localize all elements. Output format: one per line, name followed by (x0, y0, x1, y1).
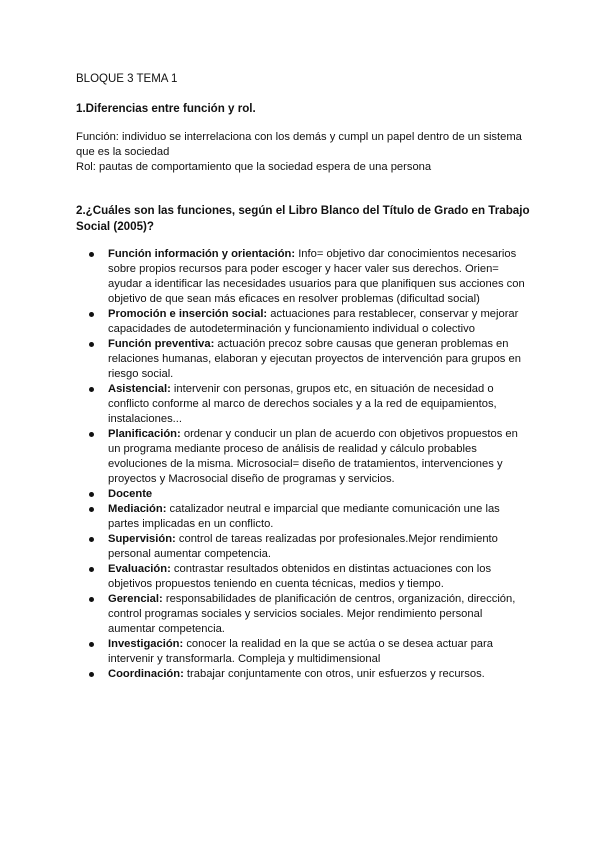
item-term: Coordinación: (108, 668, 184, 680)
functions-list (88, 247, 528, 682)
item-term: Supervisión: (108, 533, 176, 545)
item-text: control de tareas realizadas por profesionales.Mejor rendimiento personal aumentar competencia. (108, 533, 498, 560)
list-item (88, 247, 528, 307)
section-1-heading: 1.Diferencias entre función y rol. (76, 102, 256, 115)
list-item (88, 382, 528, 427)
list-item (88, 427, 528, 487)
item-text: responsabilidades de planificación de centros, organización, dirección, control programas sociales y servicios sociales. Mejor rendimiento personal aumentar competencia. (108, 593, 516, 635)
item-term: Asistencial: (108, 383, 171, 395)
item-text: intervenir con personas, grupos etc, en situación de necesidad o conflicto conforme al marco de derechos sociales y a la red de equipamientos, instalaciones... (108, 383, 497, 425)
item-term: Evaluación: (108, 563, 171, 575)
list-item (88, 592, 528, 637)
item-text: trabajar conjuntamente con otros, unir esfuerzos y recursos. (183, 668, 485, 680)
item-term: Mediación: (108, 503, 167, 515)
bullet-icon (89, 492, 94, 497)
document-title: BLOQUE 3 TEMA 1 (76, 73, 178, 85)
item-term: Promoción e inserción social: (108, 308, 268, 320)
bullet-icon (89, 672, 94, 677)
list-item (88, 667, 528, 682)
item-text: contrastar resultados obtenidos en distintas actuaciones con los objetivos propuestos teniendo en cuenta técnicas, medios y tiempo. (108, 563, 492, 590)
item-text: actuaciones para restablecer, conservar y mejorar capacidades de autodeterminación y funcionamiento individual o colectivo (108, 308, 519, 335)
bullet-icon (89, 432, 94, 437)
bullet-icon (89, 387, 94, 392)
item-text: ordenar y conducir un plan de acuerdo con objetivos propuestos en un programa mediante proceso de análisis de realidad y cálculo probables evoluciones de la misma. Microsocial= diseño de tratamientos, intervenciones y proyectos y Macrosocial diseño de programas y servicios. (108, 428, 518, 485)
list-item (88, 562, 528, 592)
list-item (88, 307, 528, 337)
item-text: actuación precoz sobre causas que generan problemas en relaciones humanas, elaboran y ejecutan proyectos de intervención para grupos en riesgo social. (108, 338, 521, 380)
bullet-icon (89, 537, 94, 542)
item-text: conocer la realidad en la que se actúa o se desea actuar para intervenir y transformarla. Compleja y multidimensional (108, 638, 493, 665)
bullet-icon (89, 507, 94, 512)
item-term: Gerencial: (108, 593, 163, 605)
bullet-icon (89, 642, 94, 647)
bullet-icon (89, 597, 94, 602)
bullet-icon (89, 252, 94, 257)
list-item (88, 637, 528, 667)
bullet-icon (89, 342, 94, 347)
list-item (88, 532, 528, 562)
item-term: Planificación: (108, 428, 181, 440)
definitions-block (76, 130, 536, 175)
item-text: Info= objetivo dar conocimientos necesarios sobre propios recursos para poder escoger y hacer valer sus derechos. Orien= ayudar a identificar las necesidades usuarios para que planifiquen sus acciones con objetivo de que sean más eficaces en resolver problemas (dificultad social) (108, 248, 525, 305)
bullet-icon (89, 567, 94, 572)
section-2-heading: 2.¿Cuáles son las funciones, según el Libro Blanco del Título de Grado en Trabajo Social (2005)? (76, 204, 530, 233)
item-term: Docente (108, 488, 153, 500)
definition-funcion: Función: individuo se interrelaciona con los demás y cumpl un papel dentro de un sistema que es la sociedad (76, 131, 522, 158)
item-term: Función preventiva: (108, 338, 215, 350)
item-text: catalizador neutral e imparcial que mediante comunicación une las partes implicadas en un conflicto. (108, 503, 500, 530)
item-term: Investigación: (108, 638, 184, 650)
list-item (88, 487, 528, 502)
bullet-icon (89, 312, 94, 317)
item-term: Función información y orientación: (108, 248, 296, 260)
definition-rol: Rol: pautas de comportamiento que la sociedad espera de una persona (76, 161, 432, 173)
list-item (88, 502, 528, 532)
list-item (88, 337, 528, 382)
